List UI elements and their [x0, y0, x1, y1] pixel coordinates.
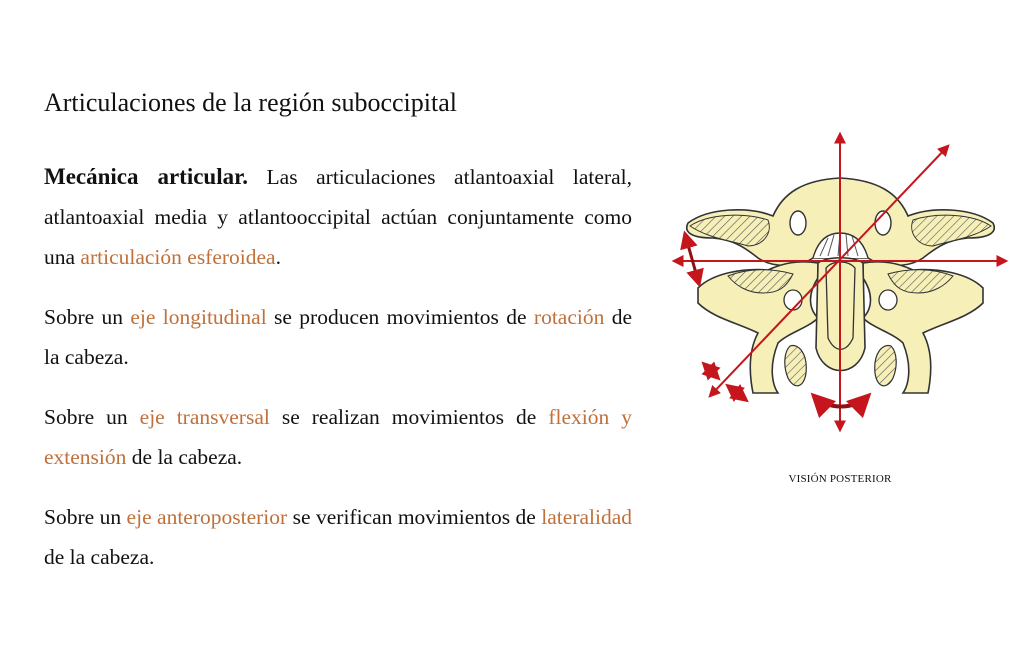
hl-flexion-extension: flexión y extensión — [44, 405, 632, 469]
hl-eje-anteroposterior: eje anteroposterior — [126, 505, 288, 529]
p4-text3: de la cabeza. — [44, 545, 155, 569]
lead-mecanica: Mecánica articular. — [44, 164, 248, 189]
p3-text2: se realizan movimientos de — [269, 405, 549, 429]
flexion-extension-arrow — [685, 234, 699, 284]
hl-lateralidad: lateralidad — [541, 505, 633, 529]
p2-text2: se producen movimientos de — [266, 305, 534, 329]
page-title: Articulaciones de la región suboccipital — [44, 88, 457, 117]
hl-rotacion: rotación — [533, 305, 605, 329]
p1-text1: Las articulaciones atlantoaxial lateral, atlantoaxial media y atlantooccipital actúan conjuntamente como una — [44, 165, 632, 269]
p4-text1: Sobre un — [44, 505, 127, 529]
paragraph-eje-transversal — [44, 397, 632, 477]
p2-text1: Sobre un — [44, 305, 131, 329]
paragraph-eje-anteroposterior — [44, 497, 632, 577]
p3-text3: de la cabeza. — [126, 445, 243, 469]
lateral-arrow-2 — [728, 386, 746, 400]
lateral-arrow-1 — [704, 364, 718, 378]
paragraph-eje-longitudinal — [44, 297, 632, 377]
figure-caption: VISIÓN POSTERIOR — [788, 473, 892, 485]
hl-articulacion-esferoidea: articulación esferoidea — [80, 245, 276, 269]
p1-text2: . — [275, 245, 281, 269]
p4-text2: se verifican movimientos de — [287, 505, 542, 529]
vertebra-illustration — [668, 128, 1013, 438]
hl-eje-longitudinal: eje longitudinal — [130, 305, 267, 329]
vertebra-figure — [668, 128, 1013, 438]
p2-text3: de la cabeza. — [44, 305, 632, 369]
p3-text1: Sobre un — [44, 405, 140, 429]
body-text — [44, 157, 632, 597]
paragraph-mecanica — [44, 157, 632, 277]
hl-eje-transversal: eje transversal — [139, 405, 270, 429]
